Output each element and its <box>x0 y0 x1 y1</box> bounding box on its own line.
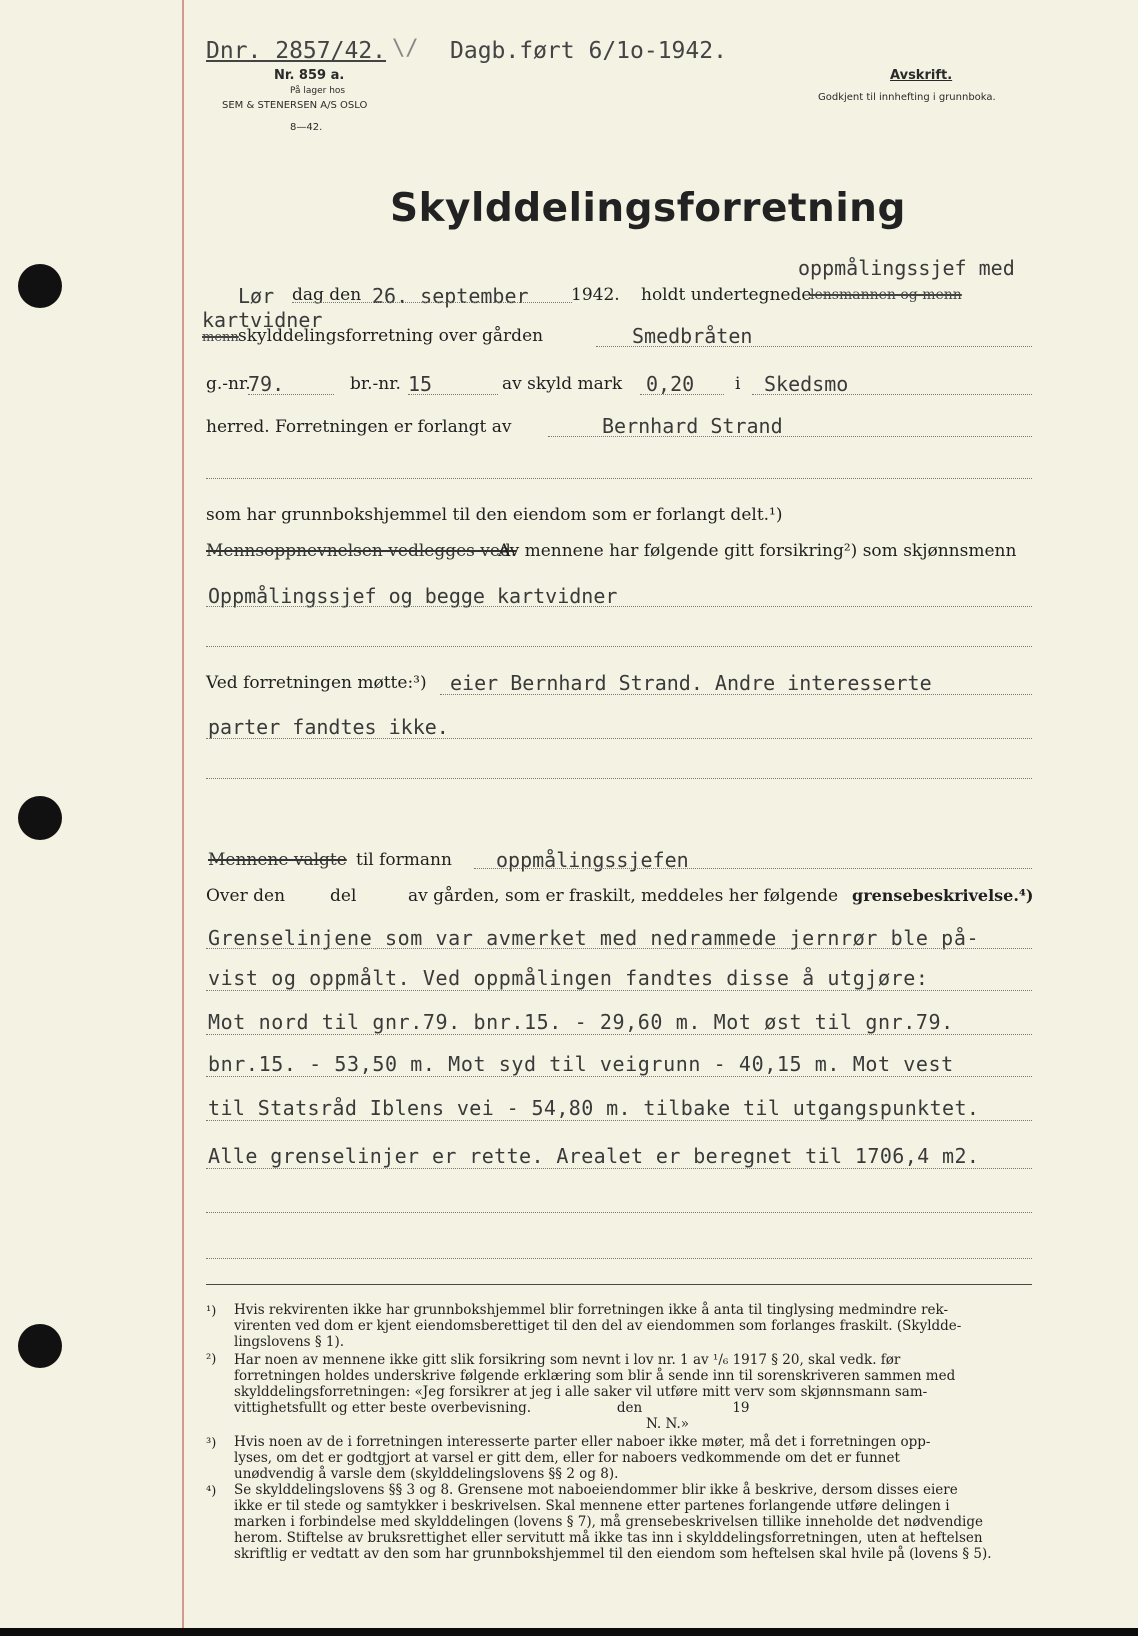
struck-menn: menn <box>202 330 239 345</box>
footnote-4-line: herom. Stiftelse av bruksrettighet eller servitutt må ikke tas inn i skylddelingsforretningen, uten at heftelsen <box>234 1530 983 1546</box>
dotted-line <box>752 394 1032 395</box>
description-line-4: bnr.15. - 53,50 m. Mot syd til veigrunn - 40,15 m. Mot vest <box>208 1052 954 1076</box>
label-formann: til formann <box>356 850 452 870</box>
label-holdt-undertegnede: holdt undertegnede <box>641 285 812 305</box>
field-skyld: 0,20 <box>646 372 695 396</box>
text-forsikring: Av mennene har følgende gitt forsikring²) som skjønnsmenn <box>498 541 1017 561</box>
footnote-4-line: skriftlig er vedtatt av den som har grunnbokshjemmel til den eiendom som heftelsen skal hvile på (lovens § 5). <box>234 1546 992 1562</box>
description-line-1: Grenselinjene som var avmerket med nedrammede jernrør ble på- <box>208 926 980 950</box>
footnote-1-line: lingslovens § 1). <box>234 1334 345 1350</box>
dotted-line <box>206 646 1032 647</box>
footnote-2-number: ²) <box>206 1352 217 1367</box>
punch-hole-middle <box>18 796 62 840</box>
struck-lensmannen: lensmannen og menn <box>810 287 962 303</box>
description-line-5: til Statsråd Iblens vei - 54,80 m. tilbake til utgangspunktet. <box>208 1096 980 1120</box>
dotted-line <box>206 1034 1032 1035</box>
dotted-line <box>440 694 1032 695</box>
punch-hole-bottom <box>18 1324 62 1368</box>
footnote-2-line: forretningen holdes underskrive følgende erklæring som blir å sende inn til sorenskriveren sammen med <box>234 1368 956 1384</box>
form-number: Nr. 859 a. <box>274 68 345 83</box>
field-formann: oppmålingssjefen <box>496 848 689 872</box>
dotted-line <box>640 394 724 395</box>
label-motte: Ved forretningen møtte:³) <box>206 673 427 693</box>
description-line-2: vist og oppmålt. Ved oppmålingen fandtes disse å utgjøre: <box>208 966 929 990</box>
field-motte-2: parter fandtes ikke. <box>208 715 449 739</box>
typed-insert-kartvidner: kartvidner <box>202 308 323 332</box>
journal-number: Dnr. 2857/42. <box>206 38 387 64</box>
footnote-1-line: virenten ved dom er kjent eiendomsberettiget til den del av eiendommen som forlanges fraskilt. (Skyldde- <box>234 1318 962 1334</box>
field-bnr: 15 <box>408 372 433 396</box>
description-line-3: Mot nord til gnr.79. bnr.15. - 29,60 m. Mot øst til gnr.79. <box>208 1010 954 1034</box>
footnote-2-line: vittighetsfullt og etter beste overbevisning. den 19 <box>234 1400 750 1416</box>
struck-mennsoppnevnelsen: Mennsoppnevnelsen vedlegges ved. <box>206 541 517 561</box>
punch-hole-top <box>18 264 62 308</box>
text-hjemmel: som har grunnbokshjemmel til den eiendom som er forlangt delt.¹) <box>206 505 783 525</box>
dotted-line <box>206 1212 1032 1213</box>
approval-note: Godkjent til innhefting i grunnboka. <box>818 92 996 103</box>
field-requester: Bernhard Strand <box>602 414 783 438</box>
dotted-line <box>206 1258 1032 1259</box>
dotted-line <box>206 606 1032 607</box>
footnote-3-line: lyses, om det er godtgjort at varsel er gitt dem, eller for naboers vedkommende om det er funnet <box>234 1450 900 1466</box>
dotted-line <box>206 778 1032 779</box>
dotted-line <box>206 1168 1032 1169</box>
description-line-6: Alle grenselinjer er rette. Arealet er beregnet til 1706,4 m2. <box>208 1144 980 1168</box>
dotted-line <box>474 868 1032 869</box>
label-del: del <box>330 886 357 906</box>
field-farm-name: Smedbråten <box>632 324 753 348</box>
printer-line-2: SEM & STENERSEN A/S OSLO <box>222 100 368 111</box>
label-i: i <box>735 374 741 394</box>
label-skyld-mark: av skyld mark <box>502 374 623 394</box>
label-over-den: Over den <box>206 886 286 906</box>
dotted-line <box>206 990 1032 991</box>
footnote-3-line: unødvendig å varsle dem (skylddelingslovens §§ 2 og 8). <box>234 1466 619 1482</box>
footnote-separator <box>206 1284 1032 1285</box>
check-mark: \/ <box>392 36 419 61</box>
label-gnr: g.-nr. <box>206 374 251 394</box>
footnote-2-line: N. N.» <box>234 1416 689 1432</box>
diary-date: Dagb.ført 6/1o-1942. <box>450 38 727 64</box>
label-bnr: br.-nr. <box>350 374 401 394</box>
printer-line-3: 8—42. <box>290 122 323 133</box>
dotted-line <box>408 394 498 395</box>
field-skjonnsmenn: Oppmålingssjef og begge kartvidner <box>208 584 618 608</box>
dotted-line <box>596 346 1032 347</box>
label-skylddelingsforretning: skylddelingsforretning over gården <box>238 326 544 346</box>
footnote-2-line: Har noen av mennene ikke gitt slik forsikring som nevnt i lov nr. 1 av ¹/₆ 1917 § 20, skal vedk. før <box>234 1352 901 1368</box>
page-title: Skylddelingsforretning <box>390 186 906 231</box>
footnote-4-number: ⁴) <box>206 1484 217 1499</box>
dotted-line <box>206 738 1032 739</box>
footnote-3-line: Hvis noen av de i forretningen interesserte parter eller naboer ikke møter, må det i forretningen opp- <box>234 1434 931 1450</box>
typed-insert-oppmalingssjef: oppmålingssjef med <box>798 256 1015 280</box>
label-herred: herred. Forretningen er forlangt av <box>206 417 512 437</box>
field-municipality: Skedsmo <box>764 372 849 396</box>
dotted-line <box>548 436 1032 437</box>
field-date: 26. september <box>372 284 529 308</box>
field-year: 1942. <box>571 285 620 305</box>
footnote-2-line: skylddelingsforretningen: «Jeg forsikrer at jeg i alle saker vil utføre mitt verv som skjønnsmann sam- <box>234 1384 928 1400</box>
label-av-garden: av gården, som er fraskilt, meddeles her følgende <box>408 886 839 906</box>
printer-line-1: På lager hos <box>290 86 346 96</box>
field-gnr: 79. <box>248 372 285 396</box>
footnote-4-line: Se skylddelingslovens §§ 3 og 8. Grensene mot naboeiendommer blir ikke å beskrive, dersom disses eiere <box>234 1482 958 1498</box>
footnote-4-line: ikke er til stede og samtykker i beskrivelsen. Skal mennene etter partenes forlangende utføre delingen i <box>234 1498 950 1514</box>
footnote-1-line: Hvis rekvirenten ikke har grunnbokshjemmel blir forretningen ikke å anta til tinglysing medmindre rek- <box>234 1302 949 1318</box>
field-weekday: Lør <box>238 284 275 308</box>
dotted-line <box>206 948 1032 949</box>
label-grensebeskrivelse: grensebeskrivelse.⁴) <box>852 886 1034 905</box>
dotted-line <box>248 394 334 395</box>
dotted-line <box>206 478 1032 479</box>
margin-line <box>182 0 184 1628</box>
dotted-line <box>206 1076 1032 1077</box>
struck-mennene-valgte: Mennene valgte <box>208 850 347 870</box>
footnote-4-line: marken i forbindelse med skylddelingen (lovens § 7), må grensebeskrivelsen tillike inneholde det nødvendige <box>234 1514 983 1530</box>
field-motte-1: eier Bernhard Strand. Andre interesserte <box>450 671 932 695</box>
avskrift-label: Avskrift. <box>890 68 953 83</box>
dotted-line <box>292 302 572 303</box>
footnote-3-number: ³) <box>206 1436 217 1451</box>
dotted-line <box>206 1120 1032 1121</box>
footnote-1-number: ¹) <box>206 1304 217 1319</box>
label-dag-den: dag den <box>292 285 362 305</box>
